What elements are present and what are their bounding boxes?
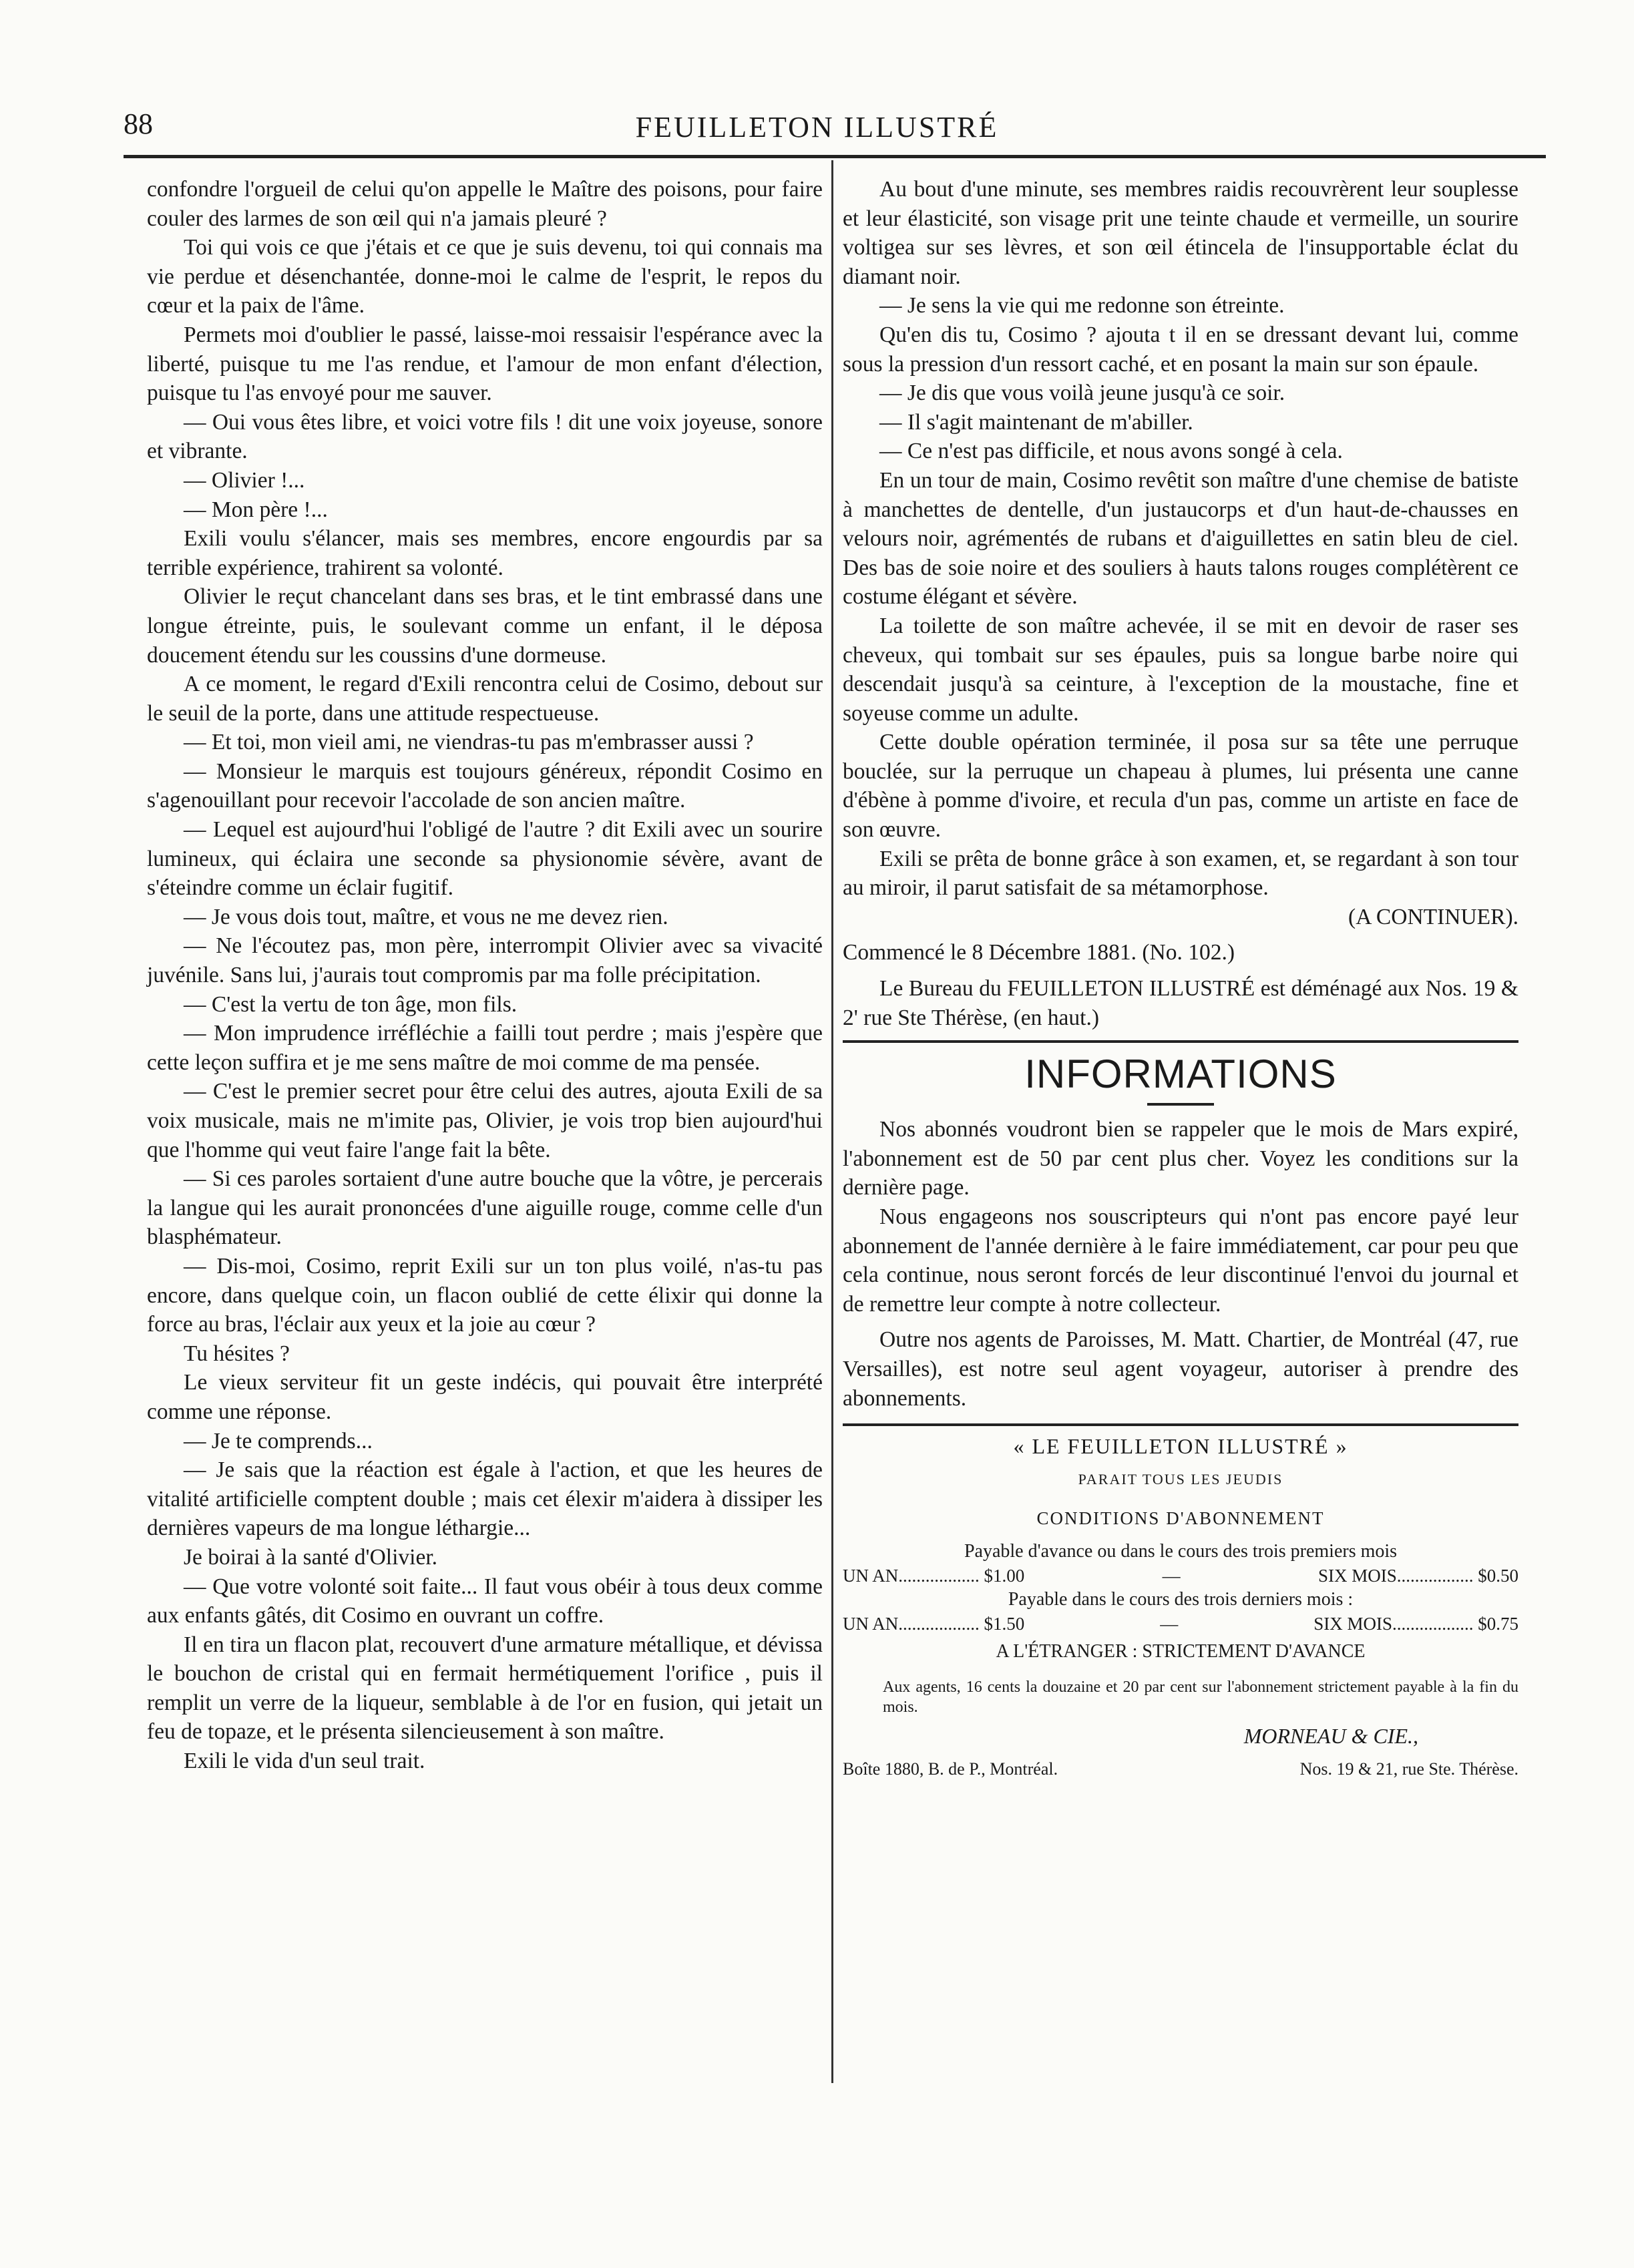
paragraph: Tu hésites ?	[184, 1341, 290, 1366]
paragraph: Exili voulu s'élancer, mais ses membres, encore engourdis par sa terrible expérience, trahirent sa volonté.	[147, 526, 823, 580]
paragraph: — Monsieur le marquis est toujours généreux, répondit Cosimo en s'agenouillant pour recevoir l'accolade de son ancien maître.	[147, 758, 823, 813]
informations-heading: INFORMATIONS	[1024, 1052, 1337, 1097]
paragraph: — Je te comprends...	[184, 1428, 373, 1453]
paragraph: — Mon père !...	[184, 497, 328, 522]
page-number: 88	[124, 107, 153, 140]
paragraph: confondre l'orgueil de celui qu'on appelle le Maître des poisons, pour faire couler des larmes de son œil qui n'a jamais pleuré ?	[147, 177, 823, 231]
info-paragraph: Nous engageons nos souscripteurs qui n'ont pas encore payé leur abonnement de l'année dernière à le faire immédiatement, car pour peu que cela continue, nous seront forcés de leur discontinué l'envoi du journal et de remettre leur compte à notre collecteur.	[843, 1204, 1518, 1317]
info-paragraph: Outre nos agents de Paroisses, M. Matt. Chartier, de Montréal (47, rue Versailles), est notre seul agent voyageur, autoriser à prendre des abonnements.	[843, 1327, 1518, 1411]
box-title: « LE FEUILLETON ILLUSTRÉ »	[1013, 1434, 1348, 1459]
paragraph: — Je vous dois tout, maître, et vous ne me devez rien.	[184, 904, 668, 929]
paragraph: — Je dis que vous voilà jeune jusqu'à ce soir.	[879, 381, 1285, 406]
paragraph: — C'est le premier secret pour être celui des autres, ajouta Exili de sa voix musicale, mais ne m'imite pas, Olivier, je vois trop bien aujourd'hui que l'homme qui veut faire l'ange fait la bête.	[147, 1079, 823, 1162]
publisher-addresses	[843, 1757, 1518, 1781]
paragraph: — Ne l'écoutez pas, mon père, interrompit Olivier avec sa vivacité juvénile. Sans lui, j'aurais tout compromis par ma folle précipitation.	[147, 933, 823, 988]
commenced-notice: Commencé le 8 Décembre 1881. (No. 102.)	[843, 940, 1235, 965]
paragraph: Exili se prêta de bonne grâce à son examen, et, se regardant à son tour au miroir, il parut satisfait de sa métamorphose.	[843, 846, 1518, 901]
price-dash: —	[1160, 1614, 1179, 1634]
price-six-months: SIX MOIS.................. $0.75	[1313, 1614, 1518, 1634]
top-rule	[124, 155, 1546, 158]
paragraph: Il en tira un flacon plat, recouvert d'une armature métallique, et dévissa le bouchon de cristal qui en fermait hermétiquement l'orifice , puis il remplit un verre de la liqueur, semblable à de l'or en fusion, qui jetait un feu de topaze, et le présenta silencieusement à son maître.	[147, 1632, 823, 1745]
paragraph: — Olivier !...	[184, 467, 305, 493]
paragraph: Olivier le reçut chancelant dans ses bras, et le tint embrassé dans une longue étreinte, puis, le soulevant comme un enfant, il le déposa doucement étendu sur les coussins d'une dormeuse.	[147, 584, 823, 668]
paragraph: — Que votre volonté soit faite... Il faut vous obéir à tous deux comme aux enfants gâtés, dit Cosimo en ouvrant un coffre.	[147, 1574, 823, 1628]
paragraph: — Mon imprudence irréfléchie a failli tout perdre ; mais j'espère que cette leçon suffira et je me sens maître de moi comme de ma pensée.	[147, 1021, 823, 1075]
paragraph: Qu'en dis tu, Cosimo ? ajouta t il en se dressant devant lui, comme sous la pression d'un ressort caché, et en posant la main sur son épaule.	[843, 322, 1518, 377]
agents-note: Aux agents, 16 cents la douzaine et 20 par cent sur l'abonnement strictement payable à la fin du mois.	[883, 1678, 1518, 1717]
paragraph: Exili le vida d'un seul trait.	[184, 1749, 425, 1774]
paragraph: Permets moi d'oublier le passé, laisse-moi ressaisir l'espérance avec la liberté, puisque tu me l'as rendue, et l'amour de mon enfant d'élection, puisque tu l'as envoyé pour me sauver.	[147, 322, 823, 406]
paragraph: La toilette de son maître achevée, il se mit en devoir de raser ses cheveux, qui tombait sur ses épaules, puis sa longue barbe noire qui descendait jusqu'à sa ceinture, à l'exception de la moustache, fine et soyeuse comme un adulte.	[843, 613, 1518, 726]
price-six-months: SIX MOIS................. $0.50	[1317, 1566, 1518, 1586]
to-continue: (A CONTINUER).	[1348, 904, 1518, 929]
paragraph: — C'est la vertu de ton âge, mon fils.	[184, 991, 518, 1017]
late-note: Payable dans le cours des trois derniers mois :	[1008, 1589, 1354, 1610]
paragraph: — Ce n'est pas difficile, et nous avons songé à cela.	[879, 439, 1343, 464]
price-year: UN AN.................. $1.00	[843, 1566, 1025, 1586]
foreign-note: A L'ÉTRANGER : STRICTEMENT D'AVANCE	[996, 1641, 1366, 1662]
paragraph: — Je sens la vie qui me redonne son étreinte.	[879, 293, 1285, 318]
street-address: Nos. 19 & 21, rue Ste. Thérèse.	[1299, 1759, 1518, 1779]
left-column	[147, 175, 823, 1776]
column-separator	[831, 160, 833, 2083]
publisher-name: MORNEAU & CIE.,	[1243, 1724, 1418, 1749]
paragraph: — Dis-moi, Cosimo, reprit Exili sur un ton plus voilé, n'as-tu pas encore, dans quelque coin, un flacon oublié de cette élixir qui donne la force au bras, l'éclair aux yeux et la joie au cœur ?	[147, 1253, 823, 1337]
paragraph: Je boirai à la santé d'Olivier.	[184, 1544, 437, 1570]
info-paragraph: Nos abonnés voudront bien se rappeler que le mois de Mars expiré, l'abonnement est de 50 par cent plus cher. Voyez les conditions sur la dernière page.	[843, 1117, 1518, 1200]
section-rule	[843, 1423, 1518, 1426]
price-year: UN AN.................. $1.50	[843, 1614, 1025, 1634]
heading-rule	[1147, 1103, 1214, 1106]
paragraph: — Je sais que la réaction est égale à l'action, et que les heures de vitalité artificielle comptent double ; mais cet élexir m'aidera à dissiper les dernières vapeurs de ma longue léthargie...	[147, 1457, 823, 1541]
section-rule	[843, 1040, 1518, 1043]
price-row	[843, 1612, 1518, 1636]
subscription-box	[843, 1434, 1518, 1781]
paragraph: — Et toi, mon vieil ami, ne viendras-tu pas m'embrasser aussi ?	[184, 730, 754, 755]
price-dash: —	[1162, 1566, 1181, 1586]
paragraph: — Oui vous êtes libre, et voici votre fils ! dit une voix joyeuse, sonore et vibrante.	[147, 409, 823, 464]
paragraph: Le vieux serviteur fit un geste indécis, qui pouvait être interprété comme une réponse.	[147, 1370, 823, 1424]
price-row	[843, 1564, 1518, 1588]
paragraph: — Lequel est aujourd'hui l'obligé de l'autre ? dit Exili avec un sourire lumineux, qui éclaira une seconde sa physionomie sévère, avant de s'éteindre comme un éclair fugitif.	[147, 817, 823, 901]
conditions-heading: CONDITIONS D'ABONNEMENT	[1036, 1508, 1325, 1529]
bureau-notice: Le Bureau du FEUILLETON ILLUSTRÉ est déménagé aux Nos. 19 & 2' rue Ste Thérèse, (en haut.)	[843, 976, 1518, 1030]
paragraph: A ce moment, le regard d'Exili rencontra celui de Cosimo, debout sur le seuil de la porte, dans une attitude respectueuse.	[147, 672, 823, 726]
box-subtitle: PARAIT TOUS LES JEUDIS	[1078, 1471, 1283, 1488]
advance-note: Payable d'avance ou dans le cours des trois premiers mois	[964, 1541, 1398, 1562]
paragraph: En un tour de main, Cosimo revêtit son maître d'une chemise de batiste à manchettes de dentelle, d'un justaucorps et d'un haut-de-chausses en velours noir, agrémentés de rubans et d'aiguillettes en satin bleu de ciel. Des bas de soie noire et des souliers à hauts talons rouges complétèrent ce costume élégant et sévère.	[843, 467, 1518, 610]
running-title: FEUILLETON ILLUSTRÉ	[635, 111, 999, 144]
paragraph: Toi qui vois ce que j'étais et ce que je suis devenu, toi qui connais ma vie perdue et désenchantée, donne-moi le calme de l'esprit, le repos du cœur et la paix de l'âme.	[147, 235, 823, 318]
right-column	[843, 175, 1518, 1781]
paragraph: Au bout d'une minute, ses membres raidis recouvrèrent leur souplesse et leur élasticité, son visage prit une teinte chaude et vermeille, un sourire voltigea sur ses lèvres, et son œil étincela de l'insupportable éclat du diamant noir.	[843, 177, 1518, 289]
paragraph: Cette double opération terminée, il posa sur sa tête une perruque bouclée, sur la perruque un chapeau à plumes, lui présenta une canne d'ébène à pomme d'ivoire, et recula d'un pas, comme un artiste en face de son œuvre.	[843, 730, 1518, 843]
box-address: Boîte 1880, B. de P., Montréal.	[843, 1759, 1058, 1779]
paragraph: — Il s'agit maintenant de m'abiller.	[879, 409, 1193, 435]
paragraph: — Si ces paroles sortaient d'une autre bouche que la vôtre, je percerais la langue qui les aurait prononcées d'une aiguille rouge, comme celle d'un blasphémateur.	[147, 1166, 823, 1250]
